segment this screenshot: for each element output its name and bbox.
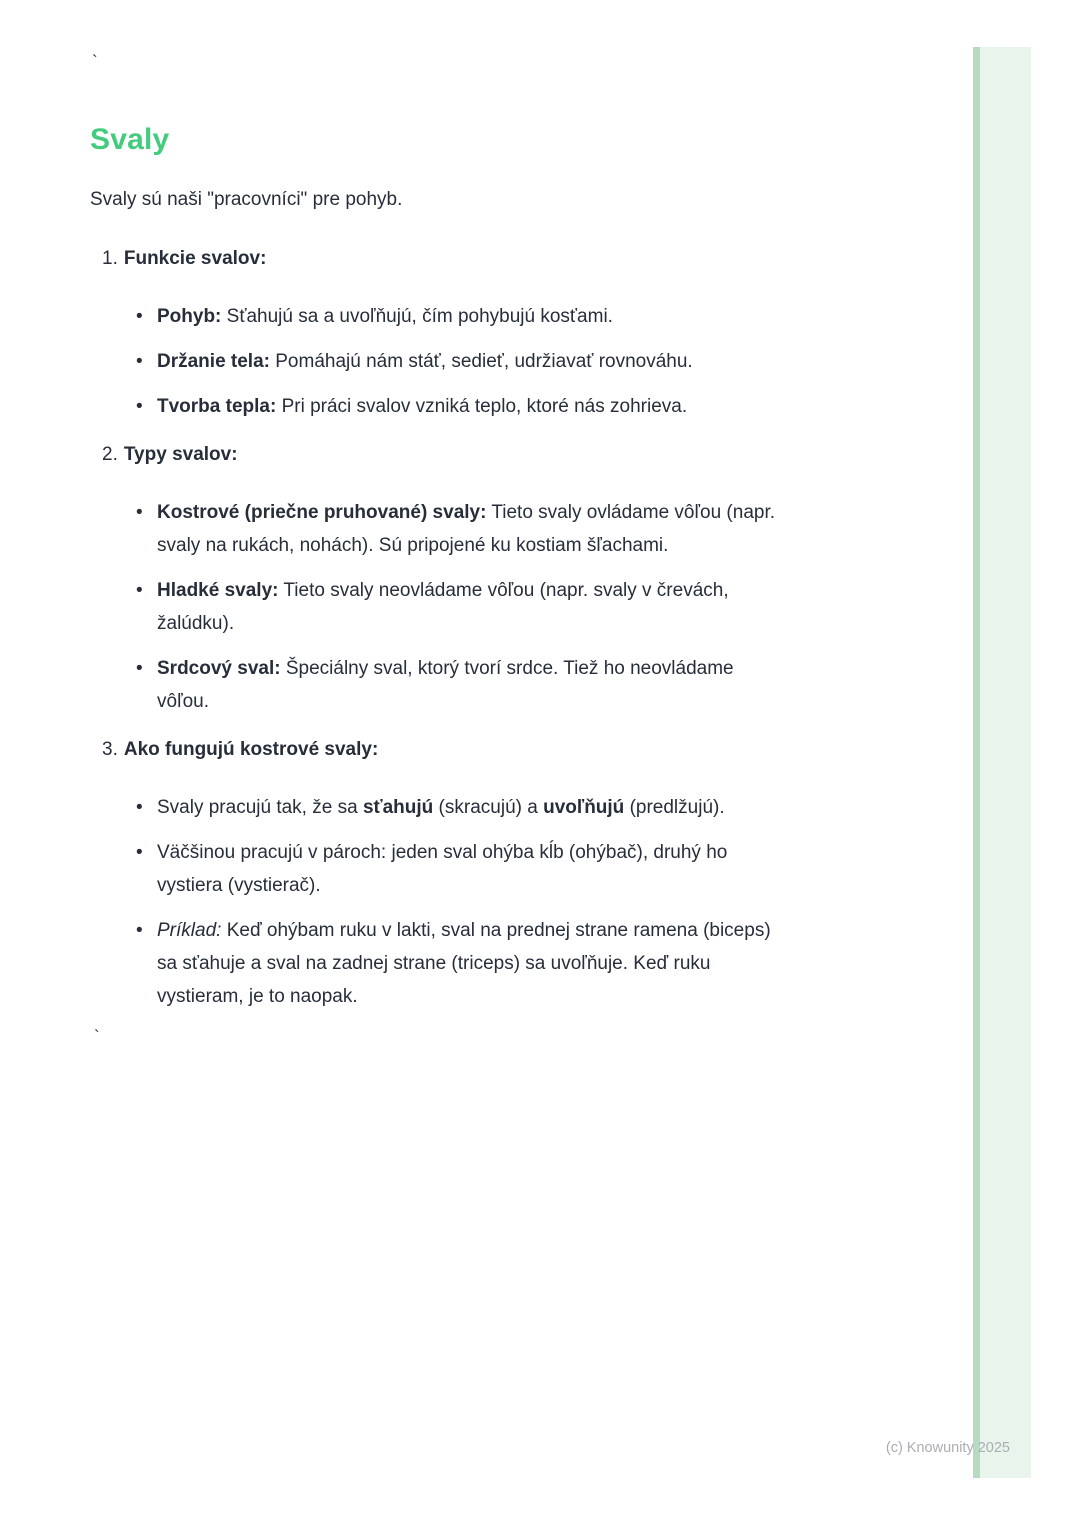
section-heading-label: Funkcie svalov: [123,248,267,269]
bullet-lead: Hladké svaly: [157,580,279,601]
intro-text: Svaly sú naši "pracovníci" pre pohyb. [90,189,403,210]
section-number: 1. [102,248,118,269]
bullet-bold-word: sťahujú [362,797,434,818]
decorative-side-stripe [973,47,1031,1478]
list-item [90,574,790,640]
bullet-bold-word: uvoľňujú [543,797,625,818]
section-heading [102,442,792,468]
section-heading-label: Typy svalov: [123,444,238,465]
stray-backtick-top: ` [92,52,98,71]
bullet-lead: Pohyb: [157,306,222,327]
bullet-lead: Tvorba tepla: [157,396,277,417]
list-item [90,652,790,718]
bullet-text: Tieto svaly neovládame vôľou (napr. svaly v črevách, žalúdku). [157,580,729,634]
section-ako-funguju [90,737,792,1013]
bullet-italic-lead: Príklad: [157,920,222,941]
list-item [90,791,790,824]
list-item [90,390,790,423]
section-funkcie-svalov [90,246,792,423]
document-content [90,0,792,1047]
bullet-text: Väčšinou pracujú v pároch: jeden sval ohýba kĺb (ohýbač), druhý ho vystiera (vystierač). [157,842,728,896]
bullet-text: Pomáhajú nám stáť, sedieť, udržiavať rovnováhu. [269,351,693,372]
bullet-lead: Srdcový sval: [157,658,281,679]
list-item [90,914,790,1013]
bullet-text: Sťahujú sa a uvoľňujú, čím pohybujú kosťami. [221,306,613,327]
section-heading [102,246,792,272]
bullet-text: Špeciálny sval, ktorý tvorí srdce. Tiež ho neovládame vôľou. [157,658,734,712]
section-heading [102,737,792,763]
bullet-lead: Držanie tela: [157,351,270,372]
bullet-text: Svaly pracujú tak, že sa [157,797,363,818]
bullet-lead: Kostrové (priečne pruhované) svaly: [157,502,487,523]
section-heading-label: Ako fungujú kostrové svaly: [123,739,379,760]
section-number: 2. [102,444,118,465]
section-typy-svalov [90,442,792,718]
stray-backtick-bottom: ` [94,1027,100,1046]
watermark-text: (c) Knowunity 2025 [885,1440,1010,1456]
bullet-list [90,300,792,423]
section-number: 3. [102,739,118,760]
bullet-list [90,496,792,718]
bullet-text: (predlžujú). [624,797,725,818]
list-item [90,300,790,333]
list-item [90,496,790,562]
bullet-list [90,791,792,1013]
bullet-text: Pri práci svalov vzniká teplo, ktoré nás zohrieva. [276,396,688,417]
list-item [90,836,790,902]
page-title: Svaly [90,123,170,156]
list-item [90,345,790,378]
bullet-text: Tieto svaly ovládame vôľou (napr. svaly na rukách, nohách). Sú pripojené ku kostiam šľachami. [157,502,776,556]
bullet-text: Keď ohýbam ruku v lakti, sval na prednej strane ramena (biceps) sa sťahuje a sval na zadnej strane (triceps) sa uvoľňuje. Keď ruku vystieram, je to naopak. [157,920,771,1007]
bullet-text: (skracujú) a [433,797,544,818]
